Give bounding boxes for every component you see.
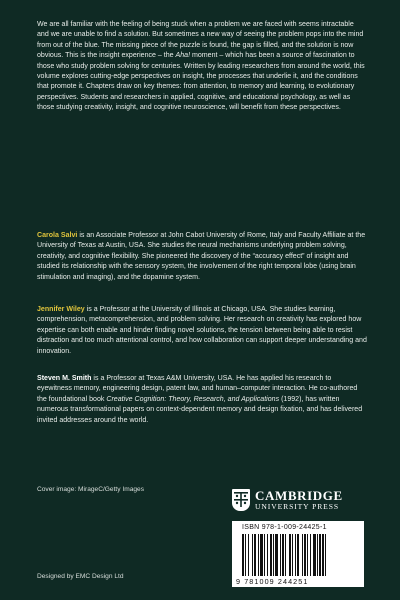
publisher-name: CAMBRIDGE — [255, 487, 343, 503]
bio-carola-salvi — [37, 231, 367, 283]
isbn-label: ISBN 978-1-009-24425-1 — [242, 524, 327, 531]
bio-name: Carola Salvi — [37, 232, 78, 239]
bio-text: is an Associate Professor at John Cabot University of Rome, Italy and Faculty Affiliate at the University of Texas at Austin, USA. She studies the neural mechanisms underlying problem solving, creativity, and cognitive flexibility. She pioneered the discovery of the “accuracy effect” of insight and studied its relationship with the sensory system, the involvement of the right temporal lobe (using brain stimulation and imaging), and the dopamine system. — [37, 232, 366, 281]
cover-image-credit: Cover image: MirageC/Getty Images — [37, 486, 145, 493]
barcode-number: 9 781009 244251 — [236, 577, 309, 586]
blurb-paragraph — [37, 20, 367, 114]
cambridge-shield-icon — [232, 489, 250, 511]
bio-text: is a Professor at the University of Illinois at Chicago, USA. She studies learning, comprehension, metacomprehension, and problem solving. Her research on creativity has explored how expertise can both enable and hinder finding novel solutions, the tension between being able to resist distraction and too much attentional control, and how collaboration can support deeper understanding and innovation. — [37, 306, 367, 355]
bio-name: Jennifer Wiley — [37, 306, 85, 313]
publisher-subname: UNIVERSITY PRESS — [255, 501, 339, 511]
bio-jennifer-wiley — [37, 305, 367, 357]
book-title: Creative Cognition: Theory, Research, and Applications — [106, 395, 280, 403]
bio-name: Steven M. Smith — [37, 375, 92, 382]
isbn-barcode — [232, 521, 364, 587]
bio-text: is a Professor at Texas A&M University, USA. He has applied his research to eyewitness memory, engineering design, patent law, and human–computer interaction. He co-authored the foundational book — [37, 375, 358, 403]
blurb-aha: Aha! — [175, 52, 191, 60]
blurb-text-1: We are all familiar with the feeling of being stuck when a problem we are faced with seems intractable and we are unable to find a solution. But sometimes a new way of seeing the problem pops into the mind from out of the blue. The missing piece of the puzzle is found, the gap is filled, and the solution is now obvious. This is the insight experience – the — [37, 21, 364, 60]
blurb-text-2: moment – which has been a source of fascination to those who study problem solving for centuries. Written by leading researchers from around the world, this volume explores cutting-edge perspectives on insight, the processes that underlie it, and the conditions that promote it. Chapters draw on key themes: from attention, to memory and learning, to evolutionary perspectives. Students and researchers in applied, cognitive, and educational psychology, as well as those studying creativity, insight, and cognitive neuroscience, will benefit from these perspectives. — [37, 52, 365, 112]
design-credit: Designed by EMC Design Ltd — [37, 573, 124, 580]
bio-steven-smith — [37, 374, 367, 426]
barcode-bars — [242, 534, 354, 576]
bio-text: (1992), has written numerous transformational papers on context-dependent memory and design fixation, and has delivered invited addresses around the world. — [37, 395, 363, 424]
publisher-logo — [232, 487, 364, 513]
